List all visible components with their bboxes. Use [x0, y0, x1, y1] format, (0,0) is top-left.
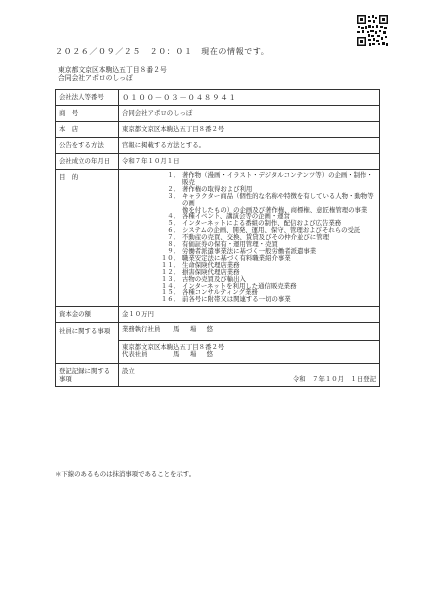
purpose-item-number: ４．: [167, 212, 180, 221]
purpose-item-text: インターネットによる番組の制作、配信および広告業務: [182, 219, 342, 228]
purpose-item-number: １１．: [160, 260, 180, 269]
capital-value: 金１０万円: [119, 307, 380, 323]
row-public-notice: [56, 138, 380, 154]
purpose-item-number: ８．: [167, 240, 180, 249]
officer-address: 東京都文京区本駒込五丁目８番２号: [122, 342, 225, 351]
registry-table: [55, 89, 380, 387]
officers-label: 社員に関する事項: [56, 323, 119, 364]
row-corp-number: [56, 90, 380, 106]
purpose-item-text: 各種イベント、講演会等の企画・運営: [182, 212, 291, 221]
row-head-office: [56, 122, 380, 138]
registration-type: 設立: [122, 366, 135, 375]
registration-value: [119, 363, 380, 386]
trade-name-label: 商 号: [56, 106, 119, 122]
officer-1: [122, 326, 376, 334]
corp-number-label: 会社法人等番号: [56, 90, 119, 106]
public-notice-value: 官報に掲載する方法とする。: [119, 138, 380, 154]
head-office-value: 東京都文京区本駒込五丁目８番２号: [119, 122, 380, 138]
officer-2-name: 馬 場 悠: [173, 350, 216, 359]
officer-2: [122, 351, 376, 359]
purpose-item-text: 損害保険代理店業務: [182, 267, 240, 276]
registration-date: 令和 ７年１０月 １日登記: [292, 374, 376, 383]
established-value: 令和７年１０月１日: [119, 154, 380, 170]
purpose-item-number: ９．: [167, 246, 180, 255]
capital-label: 資本金の額: [56, 307, 119, 323]
row-capital: [56, 307, 380, 323]
officers-detail: [119, 340, 380, 363]
head-office-label: 本 店: [56, 122, 119, 138]
purpose-item: [122, 193, 376, 207]
address-block: [58, 66, 167, 82]
purpose-item-text: 有価証券の保有・運用管理・売買: [182, 240, 278, 249]
qr-code-icon: [357, 15, 388, 46]
address-block-address: 東京都文京区本駒込五丁目８番２号: [58, 66, 167, 74]
purpose-item: [122, 296, 376, 303]
row-purpose: [56, 170, 380, 307]
purpose-item: [122, 172, 376, 186]
purpose-item-text: インターネットを利用した通信販売業務: [182, 281, 297, 290]
purpose-item-text: 不動産の売買、交換、賃貸及びその仲介並びに管理: [182, 233, 329, 242]
purpose-item-text: キャラクター商品（個性的な名称や特徴を有している人物・動物等の画: [182, 191, 374, 207]
purpose-item-text: 像を付したもの）の企画及び著作権、商標権、意匠権管理の事業: [182, 205, 368, 214]
row-registration: [56, 363, 380, 386]
purpose-item-text: 前各号に附帯又は関連する一切の事業: [182, 295, 291, 304]
purpose-item-number: ７．: [167, 233, 180, 242]
purpose-item-text: システムの企画、開発、運用、保守、管理およびそれらの受託: [182, 226, 361, 235]
address-block-company: 合同会社アポロのしっぽ: [58, 74, 133, 82]
purpose-item-number: １２．: [160, 267, 180, 276]
report-datetime: ２０２６／０９／２５ ２０：０１: [55, 47, 193, 56]
purpose-item-number: ３．: [167, 191, 180, 200]
purpose-item-number: ２．: [167, 184, 180, 193]
report-header: [55, 46, 269, 57]
purpose-list: [122, 170, 376, 306]
purpose-value: [119, 170, 380, 307]
purpose-label: 目 的: [56, 170, 119, 307]
purpose-item-text: 著作権の取得および利用: [182, 184, 253, 193]
trade-name-value: 合同会社アポロのしっぽ: [119, 106, 380, 122]
report-status: 現在の情報です。: [201, 47, 270, 56]
public-notice-label: 公告をする方法: [56, 138, 119, 154]
purpose-item-number: １３．: [160, 274, 180, 283]
purpose-item-text: 生命保険代理店業務: [182, 260, 240, 269]
purpose-item-number: １．: [167, 171, 180, 179]
officer-2-role: 代表社員: [122, 350, 148, 359]
row-established: [56, 154, 380, 170]
purpose-item-text: 各種コンサルティング業務: [182, 288, 258, 297]
purpose-item-number: １５．: [160, 288, 180, 297]
purpose-item-number: ５．: [167, 219, 180, 228]
purpose-item-text: 労働者派遣事業法に基づく一般労働者派遣事業: [182, 246, 317, 255]
officer-1-role: 業務執行社員: [122, 325, 161, 334]
purpose-item-number: １６．: [160, 295, 180, 304]
footer-note: ＊下線のあるものは抹消事項であることを示す。: [55, 470, 196, 478]
purpose-item-number: １４．: [160, 281, 180, 290]
registration-label: 登記記録に関する事項: [56, 363, 119, 386]
purpose-item-text: 著作物（漫画・イラスト・デジタルコンテンツ等）の企画・制作・販売: [182, 171, 373, 186]
purpose-item-number: ６．: [167, 226, 180, 235]
purpose-item-text: 職業安定法に基づく有料職業紹介事業: [182, 253, 291, 262]
officers-main: [119, 323, 380, 341]
corp-number-value: ０１００－０３－０４８９４１: [119, 90, 380, 106]
officer-1-name: 馬 場 悠: [173, 325, 216, 334]
established-label: 会社成立の年月日: [56, 154, 119, 170]
row-officers: [56, 323, 380, 341]
row-trade-name: [56, 106, 380, 122]
purpose-item-text: 古物の売買及び輸出入: [182, 274, 246, 283]
purpose-item-number: １０．: [160, 253, 180, 262]
